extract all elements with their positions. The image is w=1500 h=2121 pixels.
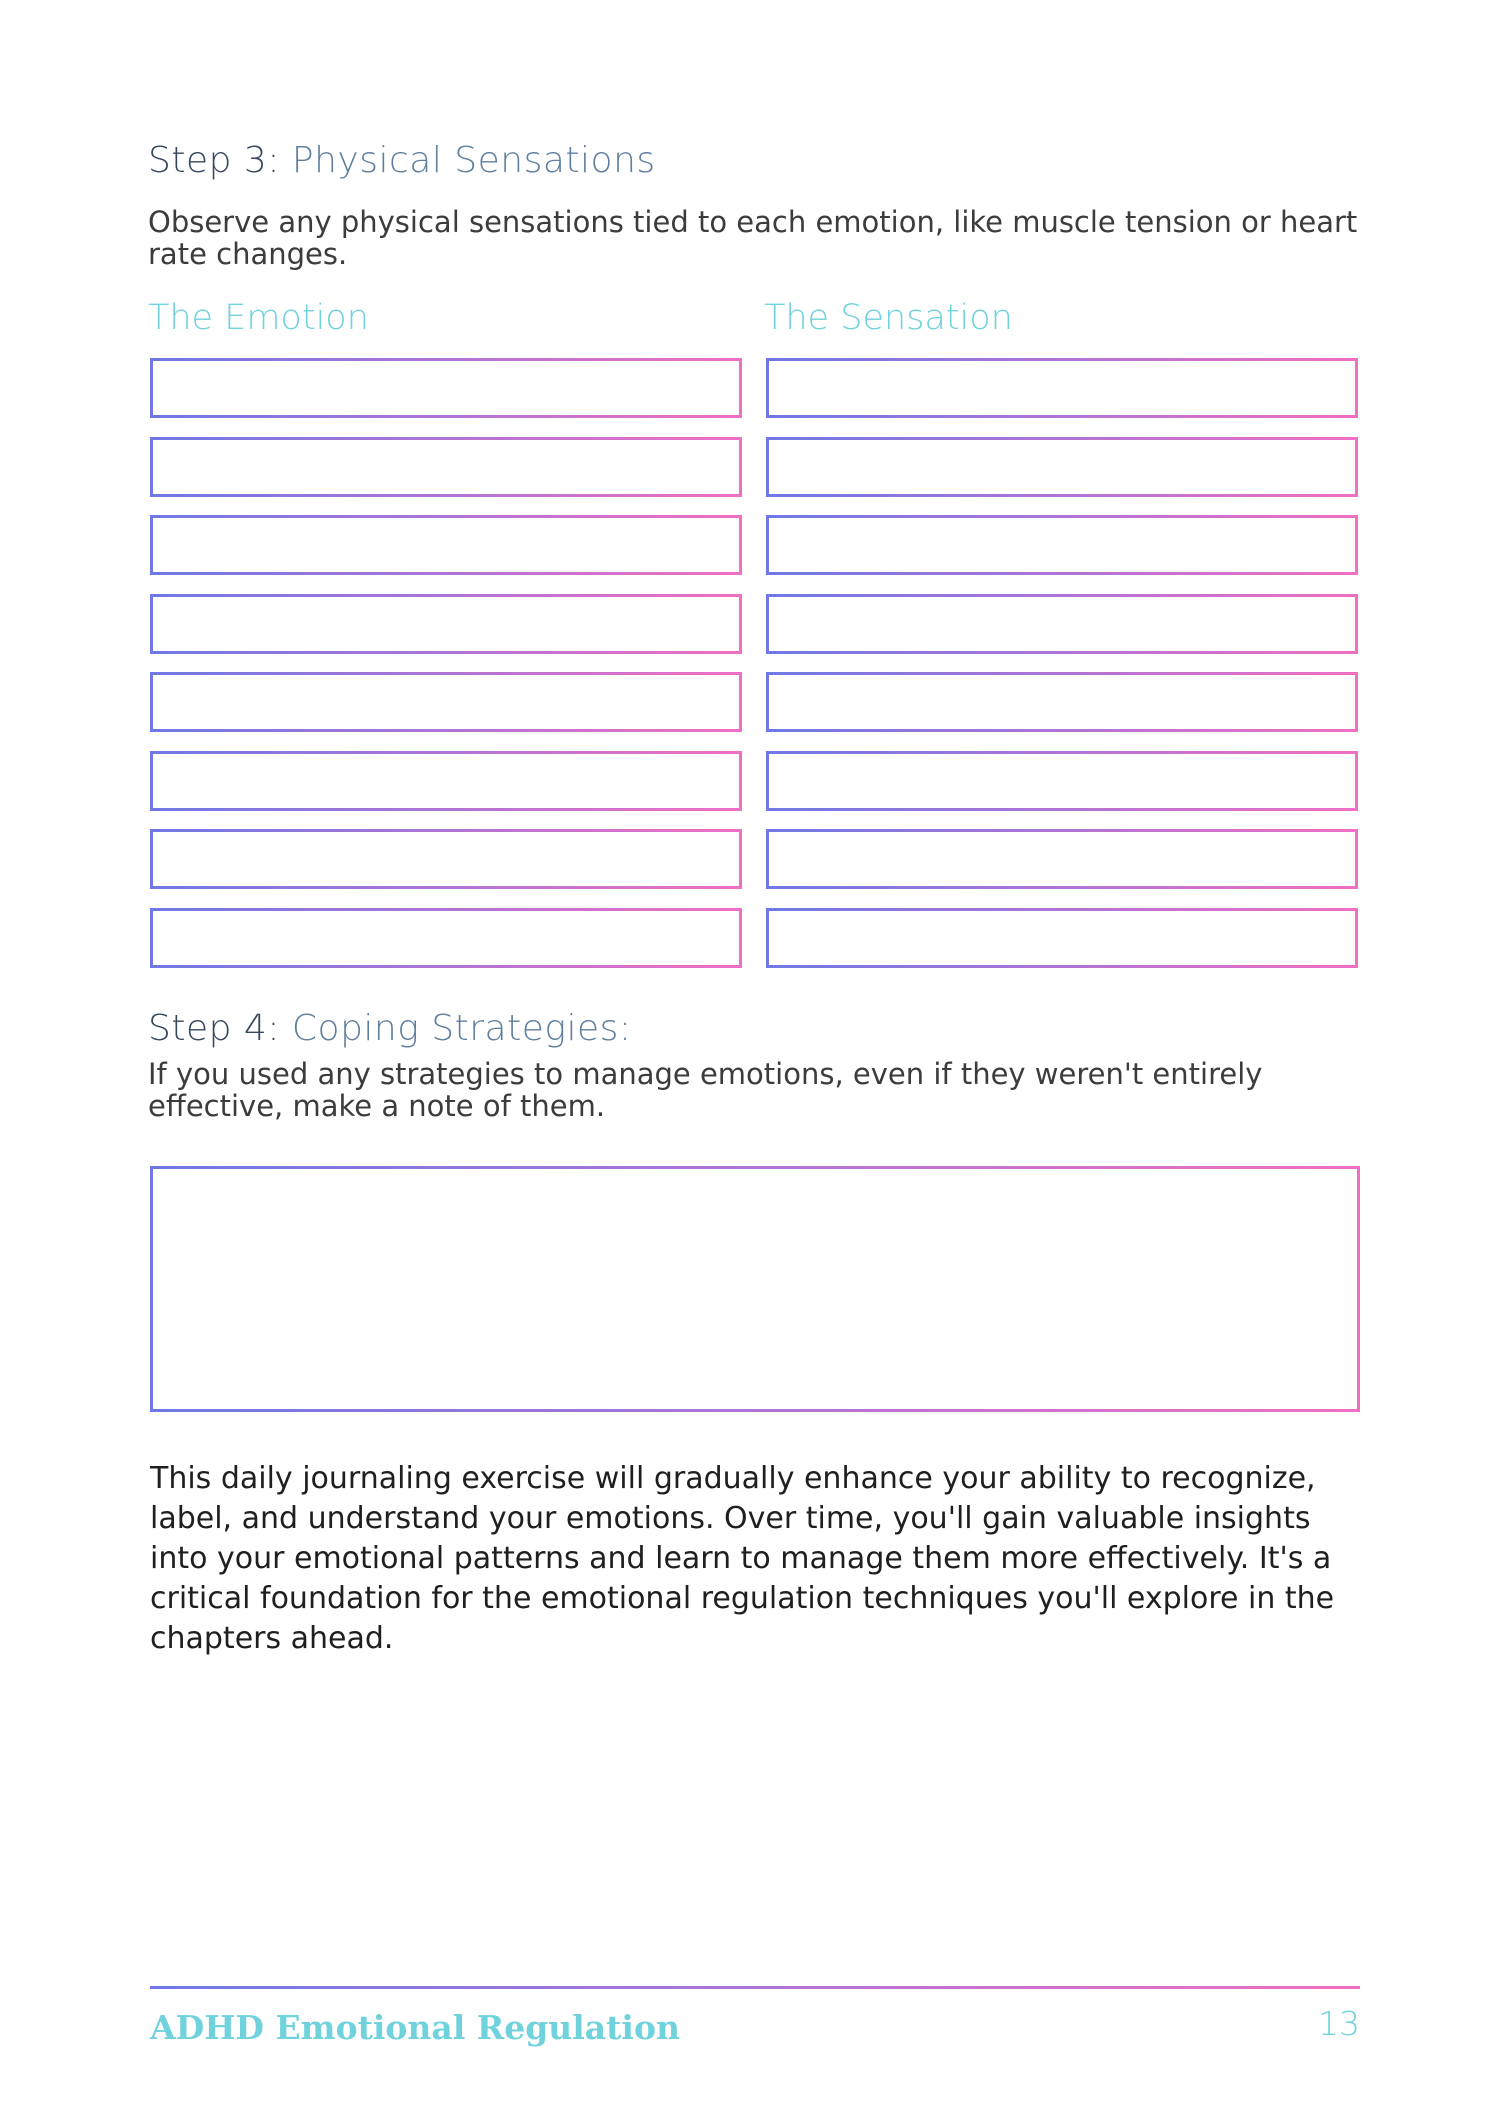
step4-name: Coping Strategies: xyxy=(291,1008,632,1049)
emotion-field[interactable] xyxy=(150,515,742,575)
page-number: 13 xyxy=(1318,2004,1360,2043)
sensation-field[interactable] xyxy=(766,908,1358,968)
sensation-field[interactable] xyxy=(766,437,1358,497)
step3-name: Physical Sensations xyxy=(291,140,656,181)
emotion-field[interactable] xyxy=(150,437,742,497)
closing-paragraph: This daily journaling exercise will gradually enhance your ability to recognize, label, and understand your emotions. Over time, you'll gain valuable insights into your emotional patterns and learn to manage them more effectively. It's a critical foundation for the emotional regulation techniques you'll explore in the chapters ahead. xyxy=(150,1461,1335,1656)
emotion-field[interactable] xyxy=(150,829,742,889)
emotion-column-header: The Emotion xyxy=(148,298,369,338)
step4-heading xyxy=(148,1008,632,1049)
sensation-field[interactable] xyxy=(766,829,1358,889)
coping-strategies-field[interactable] xyxy=(150,1166,1360,1412)
sensation-field[interactable] xyxy=(766,358,1358,418)
sensation-field[interactable] xyxy=(766,594,1358,654)
step4-description: If you used any strategies to manage emotions, even if they weren't entirely effective, make a note of them. xyxy=(148,1057,1263,1123)
sensation-field[interactable] xyxy=(766,672,1358,732)
step3-prefix: Step 3: xyxy=(148,140,280,181)
sensation-column-header: The Sensation xyxy=(764,298,1013,338)
emotion-field[interactable] xyxy=(150,358,742,418)
step4-prefix: Step 4: xyxy=(148,1008,280,1049)
emotion-field[interactable] xyxy=(150,672,742,732)
footer-divider xyxy=(150,1986,1360,1989)
emotion-field[interactable] xyxy=(150,908,742,968)
footer-title: ADHD Emotional Regulation xyxy=(150,2008,680,2047)
step3-description: Observe any physical sensations tied to each emotion, like muscle tension or heart rate changes. xyxy=(148,205,1358,271)
sensation-field[interactable] xyxy=(766,515,1358,575)
emotion-field[interactable] xyxy=(150,594,742,654)
sensation-field[interactable] xyxy=(766,751,1358,811)
emotion-field[interactable] xyxy=(150,751,742,811)
step3-heading xyxy=(148,140,656,181)
